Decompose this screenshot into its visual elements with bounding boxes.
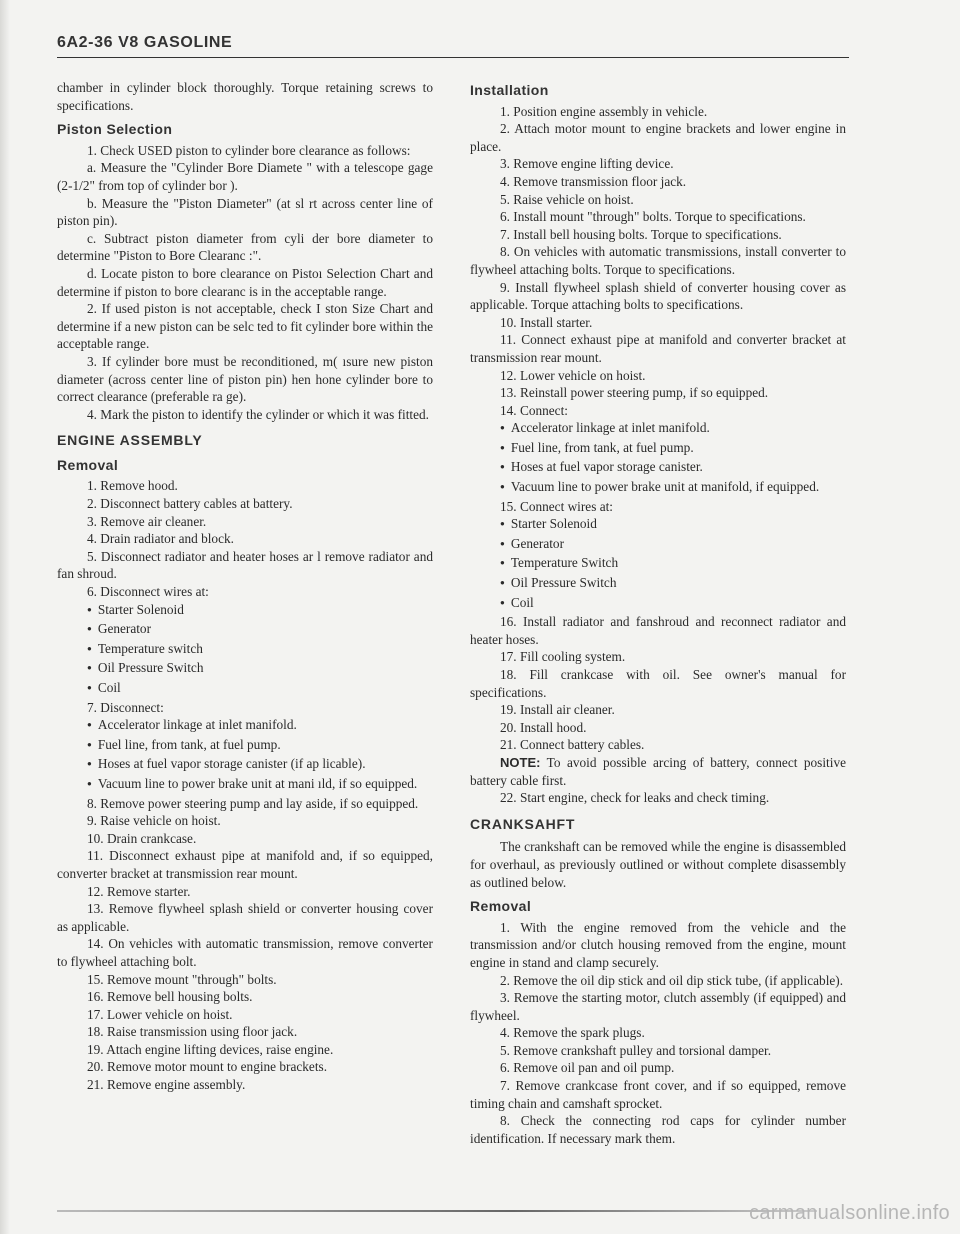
- bullet-item: ● Vacuum line to power brake unit at mani ıld, if so equipped.: [57, 775, 433, 795]
- paragraph: 2. If used piston is not acceptable, check I ston Size Chart and determine if a new piston can be selc ted to fit cylinder bore within the acceptable range.: [57, 301, 433, 352]
- paragraph: 19. Attach engine lifting devices, raise engine.: [87, 1041, 334, 1057]
- paragraph: 13. Remove flywheel splash shield or converter housing cover as applicable.: [57, 901, 433, 934]
- paragraph: 21. Remove engine assembly.: [87, 1077, 246, 1093]
- paragraph: 14. Connect:: [500, 402, 568, 418]
- paragraph: The crankshaft can be removed while the engine is disassembled for overhaul, as previously outlined or without complete disassembly as outlined below.: [470, 839, 846, 890]
- section-heading: CRANKSAHFT: [470, 815, 576, 832]
- watermark: carmanualsonline.info: [749, 1202, 950, 1224]
- paragraph: 5. Remove crankshaft pulley and torsional damper.: [500, 1042, 772, 1058]
- section-heading: Installation: [470, 82, 549, 98]
- paragraph: 5. Disconnect radiator and heater hoses ar l remove radiator and fan shroud.: [57, 548, 433, 582]
- paragraph: 4. Remove the spark plugs.: [500, 1025, 645, 1041]
- paragraph: 6. Remove oil pan and oil pump.: [500, 1060, 675, 1076]
- bullet-item: ● Starter Solenoid: [470, 515, 846, 535]
- page-header: [57, 34, 849, 58]
- paragraph: 3. Remove engine lifting device.: [500, 156, 674, 172]
- scan-edge-shadow: [0, 0, 10, 1234]
- paragraph: 16. Install radiator and fanshroud and reconnect radiator and heater hoses.: [470, 614, 846, 647]
- bullet-item: ● Temperature switch: [57, 640, 433, 660]
- section-heading: Piston Selection: [57, 121, 173, 138]
- paragraph: 9. Raise vehicle on hoist.: [87, 813, 221, 829]
- section-heading: Removal: [57, 456, 119, 473]
- paragraph: 14. On vehicles with automatic transmission, remove converter to flywheel attaching bolt.: [57, 936, 433, 969]
- bullet-item: ● Vacuum line to power brake unit at manifold, if equipped.: [470, 478, 846, 498]
- paragraph: 11. Disconnect exhaust pipe at manifold and, if so equipped, converter bracket at transmission rear mount.: [57, 848, 433, 881]
- note-text: To avoid possible arcing of battery, connect positive battery cable first.: [470, 754, 846, 788]
- paragraph: d. Locate piston to bore clearance on Pistoı Selection Chart and determine if piston to bore clearanc is in the acceptable range.: [57, 265, 433, 299]
- note-paragraph: [470, 754, 846, 789]
- left-column: [57, 79, 433, 1094]
- paragraph: 18. Raise transmission using floor jack.: [87, 1024, 298, 1040]
- bullet-item: ● Fuel line, from tank, at fuel pump.: [57, 736, 433, 756]
- right-column: [470, 82, 846, 1147]
- paragraph: 5. Raise vehicle on hoist.: [500, 191, 634, 207]
- paragraph: 3. Remove the starting motor, clutch assembly (if equipped) and flywheel.: [470, 990, 846, 1023]
- paragraph: 12. Lower vehicle on hoist.: [500, 367, 646, 383]
- paragraph: 9. Install flywheel splash shield of converter housing cover as applicable. Torque attaching bolts to specifications.: [470, 279, 846, 313]
- paragraph: 11. Connect exhaust pipe at manifold and converter bracket at transmission rear mount.: [470, 332, 846, 365]
- paragraph: 16. Remove bell housing bolts.: [87, 989, 253, 1005]
- paragraph: 20. Install hood.: [500, 719, 587, 735]
- paragraph: 4. Mark the piston to identify the cylinder or which it was fitted.: [87, 406, 429, 422]
- paragraph: 1. With the engine removed from the vehicle and the transmission and/or clutch housing removed from the engine, mount engine in stand and clamp securely.: [470, 919, 846, 970]
- paragraph: 2. Disconnect battery cables at battery.: [87, 496, 293, 512]
- paragraph: 10. Install starter.: [500, 314, 593, 330]
- section-heading: Removal: [470, 898, 532, 915]
- bullet-item: ● Generator: [470, 535, 846, 555]
- bullet-item: ● Oil Pressure Switch: [57, 659, 433, 679]
- paragraph: 6. Install mount "through" bolts. Torque to specifications.: [500, 209, 806, 225]
- paragraph: 1. Check USED piston to cylinder bore clearance as follows:: [87, 142, 411, 158]
- paragraph: 7. Disconnect:: [87, 699, 164, 715]
- paragraph: 1. Remove hood.: [87, 478, 178, 494]
- paragraph: 3. Remove air cleaner.: [87, 513, 207, 529]
- bullet-item: ● Accelerator linkage at inlet manifold.: [470, 419, 846, 439]
- bullet-item: ● Hoses at fuel vapor storage canister (if ap licable).: [57, 755, 433, 775]
- bullet-item: ● Generator: [57, 620, 433, 640]
- paragraph: 17. Lower vehicle on hoist.: [87, 1006, 233, 1022]
- paragraph: 13. Reinstall power steering pump, if so equipped.: [500, 385, 769, 401]
- paragraph: 21. Connect battery cables.: [500, 737, 645, 753]
- paragraph: 15. Remove mount "through" bolts.: [87, 971, 277, 987]
- paragraph: 7. Install bell housing bolts. Torque to specifications.: [500, 226, 782, 242]
- bullet-item: ● Oil Pressure Switch: [470, 574, 846, 594]
- paragraph: 8. On vehicles with automatic transmissions, install converter to flywheel attaching bolts. Torque to specifications.: [470, 244, 846, 277]
- page-header-title: 6A2-36 V8 GASOLINE: [57, 34, 233, 51]
- paragraph: 19. Install air cleaner.: [500, 702, 615, 718]
- paragraph: 10. Drain crankcase.: [87, 830, 197, 846]
- paragraph: 4. Drain radiator and block.: [87, 531, 234, 547]
- bottom-rule: [57, 1210, 817, 1212]
- paragraph: 8. Check the connecting rod caps for cylinder number identification. If necessary mark them.: [470, 1113, 846, 1146]
- bullet-item: ● Temperature Switch: [470, 554, 846, 574]
- paragraph: b. Measure the "Piston Diameter" (at sl rt across center line of piston pin).: [57, 195, 433, 229]
- bullet-item: ● Fuel line, from tank, at fuel pump.: [470, 439, 846, 459]
- note-label: NOTE:: [500, 754, 541, 770]
- paragraph: 12. Remove starter.: [87, 883, 191, 899]
- paragraph: a. Measure the "Cylinder Bore Diamete " with a telescope gage (2-1/2" from top of cylinder bor ).: [57, 160, 433, 193]
- paragraph: 4. Remove transmission floor jack.: [500, 173, 687, 189]
- bullet-item: ● Hoses at fuel vapor storage canister.: [470, 458, 846, 478]
- paragraph: 7. Remove crankcase front cover, and if so equipped, remove timing chain and camshaft sprocket.: [470, 1078, 846, 1111]
- paragraph: 2. Remove the oil dip stick and oil dip stick tube, (if applicable).: [500, 972, 844, 988]
- paragraph: 6. Disconnect wires at:: [87, 584, 209, 600]
- paragraph: 2. Attach motor mount to engine brackets and lower engine in place.: [470, 121, 846, 154]
- paragraph: 18. Fill crankcase with oil. See owner's manual for specifications.: [470, 667, 846, 700]
- section-heading: ENGINE ASSEMBLY: [57, 432, 203, 449]
- paragraph: 22. Start engine, check for leaks and check timing.: [500, 790, 770, 806]
- paragraph: 15. Connect wires at:: [500, 498, 613, 514]
- paragraph: chamber in cylinder block thoroughly. Torque retaining screws to specifications.: [57, 80, 433, 113]
- bullet-item: ● Accelerator linkage at inlet manifold.: [57, 716, 433, 736]
- paragraph: c. Subtract piston diameter from cyli der bore diameter to determine "Piston to Bore Clearanc :".: [57, 230, 433, 264]
- bullet-item: ● Starter Solenoid: [57, 601, 433, 621]
- paragraph: 20. Remove motor mount to engine brackets.: [87, 1059, 328, 1075]
- paragraph: 8. Remove power steering pump and lay aside, if so equipped.: [87, 795, 419, 811]
- paragraph: 17. Fill cooling system.: [500, 649, 626, 665]
- bullet-item: ● Coil: [470, 594, 846, 614]
- paragraph: 1. Position engine assembly in vehicle.: [500, 103, 708, 119]
- bullet-item: ● Coil: [57, 679, 433, 699]
- paragraph: 3. If cylinder bore must be reconditioned, m( ısure new piston diameter (across center line of piston pin) hen hone cylinder bore to correct clearance (preferable ra ge).: [57, 353, 433, 405]
